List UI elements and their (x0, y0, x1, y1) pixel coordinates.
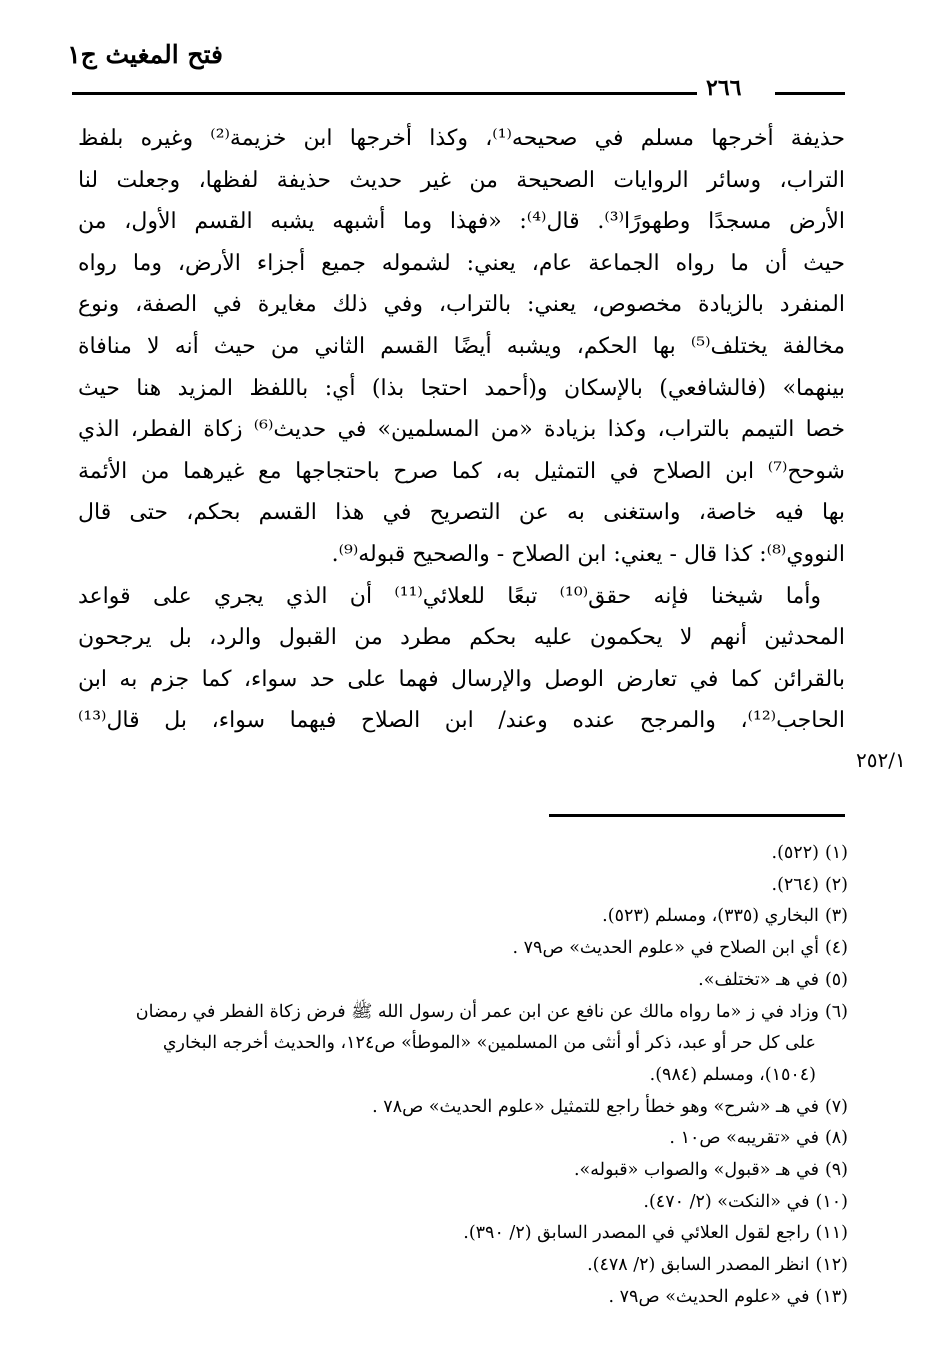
text-line: وأما شيخنا فإنه حقق⁽¹⁰⁾ تبعًا للعلائي⁽¹¹⁾ أن الذي يجري على قواعد (78, 583, 821, 609)
footnote (70, 1187, 848, 1219)
footnote-text: أي ابن الصلاح في «علوم الحديث» ص٧٩ . (512, 938, 819, 959)
page-number: ٢٦٦ (706, 75, 742, 101)
footnote-text: (٢٦٤). (771, 874, 819, 895)
footnote (70, 965, 848, 997)
footnote (70, 870, 848, 902)
text-line: الأرض مسجدًا وطهورًا⁽³⁾. قال⁽⁴⁾: «فهذا وما أشبهه يشبه القسم الأول، من (78, 209, 845, 235)
footnote (70, 1092, 848, 1124)
footnote-continuation: (١٥٠٤)، ومسلم (٩٨٤). (649, 1064, 816, 1085)
footnote-continuation: على كل حر أو عبد، ذكر أو أنثى من المسلمين» «الموطأ» ص١٢٤، والحديث أخرجه البخاري (162, 1033, 816, 1054)
footnotes (70, 838, 848, 1314)
footnote-text: في «النكت» (٢/ ٤٧٠). (643, 1191, 810, 1212)
footnote-text: البخاري (٣٣٥)، ومسلم (٥٢٣). (602, 906, 819, 927)
footnote-number: (٣) (824, 906, 848, 927)
footnote-number: (١٢) (815, 1255, 848, 1276)
text-line: المنفرد بالزيادة مخصوص، يعني: بالتراب، وفي ذلك مغايرة في الصفة، ونوع (78, 292, 845, 318)
text-line: حذيفة أخرجها مسلم في صحيحه⁽¹⁾، وكذا أخرجها ابن خزيمة⁽²⁾ وغيره بلفظ (78, 126, 845, 151)
footnote-text: في هـ «شرح» وهو خطأ راجع للتمثيل «علوم الحديث» ص٧٨ . (372, 1096, 819, 1117)
footnote-number: (١٠) (815, 1191, 848, 1212)
footnote-number: (٤) (824, 938, 848, 959)
footnote-text: وزاد في ز «ما رواه مالك عن نافع عن ابن عمر أن رسول الله ﷺ فرض زكاة الفطر في رمضان (135, 1001, 819, 1022)
footnote-number: (٨) (824, 1128, 848, 1149)
footnote (70, 997, 848, 1029)
text-line: النووي⁽⁸⁾: كذا قال - يعني: ابن الصلاح - والصحيح قبوله⁽⁹⁾. (331, 541, 845, 567)
footnote (70, 933, 848, 965)
margin-page-reference: ٢٥٢/١ (856, 748, 906, 772)
footnote-text: في هـ «قبول» والصواب «قبوله». (573, 1160, 819, 1181)
footnote (70, 901, 848, 933)
text-line: بالقرائن كما في تعارض الوصل والإرسال فهما على حد سواء، كما جزم به ابن (78, 666, 845, 692)
header-rule-short (775, 92, 845, 95)
footnote-number: (١٣) (815, 1286, 848, 1307)
running-head-title: فتح المغيث ج١ (67, 40, 223, 69)
text-line: خصا التيمم بالتراب، وكذا بزيادة «من المسلمين» في حديث⁽⁶⁾ زكاة الفطر، الذي (78, 417, 845, 443)
footnote-number: (٦) (824, 1001, 848, 1022)
footnote-text: انظر المصدر السابق (٢/ ٤٧٨). (587, 1255, 810, 1276)
text-line: شوحح⁽⁷⁾ ابن الصلاح في التمثيل به، كما صرح باحتجاجها مع غيرهما من الأئمة (78, 458, 845, 484)
text-line: بينهما» (فالشافعي) بالإسكان و(أحمد احتجا بذا) أي: باللفظ المزيد هنا حيث (78, 375, 845, 401)
text-line: حيث أن ما رواه الجماعة عام، يعني: لشموله جميع أجزاء الأرض، وما رواه (78, 250, 845, 276)
footnote-number: (١) (824, 843, 848, 863)
main-text (78, 118, 845, 742)
footnote (70, 1218, 848, 1250)
footnote-number: (٥) (824, 969, 848, 990)
footnote-separator (549, 814, 845, 817)
footnote-number: (٧) (824, 1096, 848, 1117)
header-rule (72, 92, 697, 95)
footnote (70, 1250, 848, 1282)
footnote-text: راجع لقول العلائي في المصدر السابق (٢/ ٣٩٠). (463, 1223, 810, 1244)
footnote (70, 1155, 848, 1187)
footnote (70, 1123, 848, 1155)
footnote-text: (٥٢٢). (771, 843, 819, 863)
footnote-text: في «علوم الحديث» ص٧٩ . (608, 1286, 810, 1307)
text-line: المحدثين أنهم لا يحكمون عليه بحكم مطرد من القبول والرد، بل يرجحون (78, 625, 845, 651)
text-line: الحاجب⁽¹²⁾، والمرجح عنده وعند/ ابن الصلاح فيهما سواء، بل قال⁽¹³⁾ (78, 708, 845, 734)
text-line: بها فيه خاصة، واستغنى به عن التصريح في هذا القسم بحكم، حتى قال (78, 500, 845, 526)
text-line: التراب، وسائر الروايات الصحيحة من غير حديث حذيفة لفظها، وجعلت لنا (78, 167, 845, 193)
footnote-text: في «تقريبه» ص١٠ . (669, 1128, 819, 1149)
footnote (70, 838, 848, 870)
footnote-text: في هـ «تختلف». (698, 969, 819, 990)
footnote-number: (٢) (824, 874, 848, 895)
footnote-number: (٩) (824, 1160, 848, 1181)
text-line: مخالفة يختلف⁽⁵⁾ بها الحكم، ويشبه أيضًا القسم الثاني من حيث أنه لا منافاة (78, 333, 845, 359)
footnote-number: (١١) (815, 1223, 848, 1244)
footnote (70, 1282, 848, 1314)
